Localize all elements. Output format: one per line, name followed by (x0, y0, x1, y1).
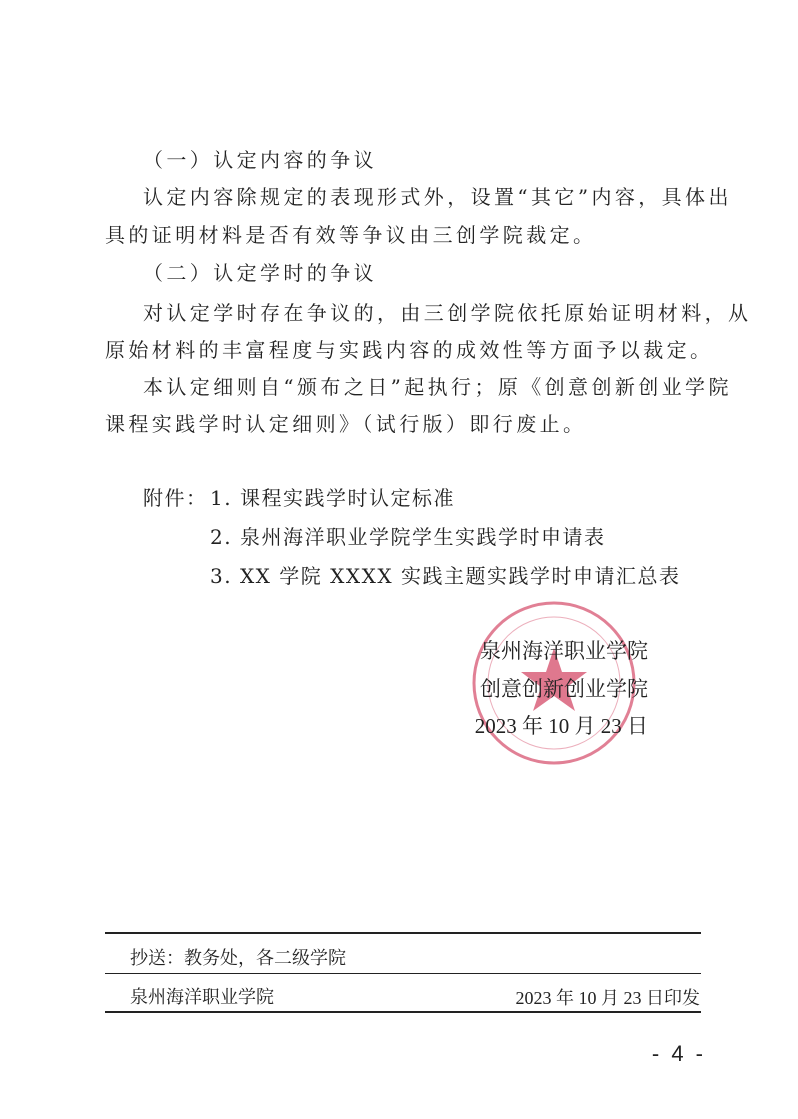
divider (105, 1011, 701, 1013)
paragraph-line: 原始材料的丰富程度与实践内容的成效性等方面予以裁定。 (105, 338, 714, 362)
signature-org: 创意创新创业学院 (480, 677, 648, 701)
attachment-item: 2. 泉州海洋职业学院学生实践学时申请表 (210, 525, 606, 549)
section-heading: （一）认定内容的争议 (143, 148, 377, 172)
signature-org: 泉州海洋职业学院 (480, 639, 648, 663)
cc-line: 抄送：教务处，各二级学院 (130, 948, 346, 969)
issue-date: 2023 年 10 月 23 日印发 (515, 988, 700, 1008)
attachment-item: 3. XX 学院 XXXX 实践主题实践学时申请汇总表 (210, 564, 681, 588)
page-number: - 4 - (651, 1041, 706, 1066)
paragraph-line: 课程实践学时认定细则》（试行版）即行废止。 (105, 412, 587, 436)
paragraph-line: 本认定细则自“颁布之日”起执行；原《创意创新创业学院 (143, 375, 732, 399)
section-heading: （二）认定学时的争议 (143, 261, 377, 285)
issuer: 泉州海洋职业学院 (130, 987, 274, 1008)
divider (105, 932, 701, 934)
paragraph-line: 对认定学时存在争议的，由三创学院依托原始证明材料，从 (143, 301, 752, 325)
paragraph-line: 具的证明材料是否有效等争议由三创学院裁定。 (105, 223, 597, 247)
attachment-item: 1. 课程实践学时认定标准 (210, 486, 455, 510)
divider (105, 973, 701, 974)
paragraph-line: 认定内容除规定的表现形式外，设置“其它”内容，具体出 (143, 185, 732, 209)
signature-date: 2023 年 10 月 23 日 (474, 714, 648, 738)
attachments-label: 附件： (143, 486, 208, 510)
